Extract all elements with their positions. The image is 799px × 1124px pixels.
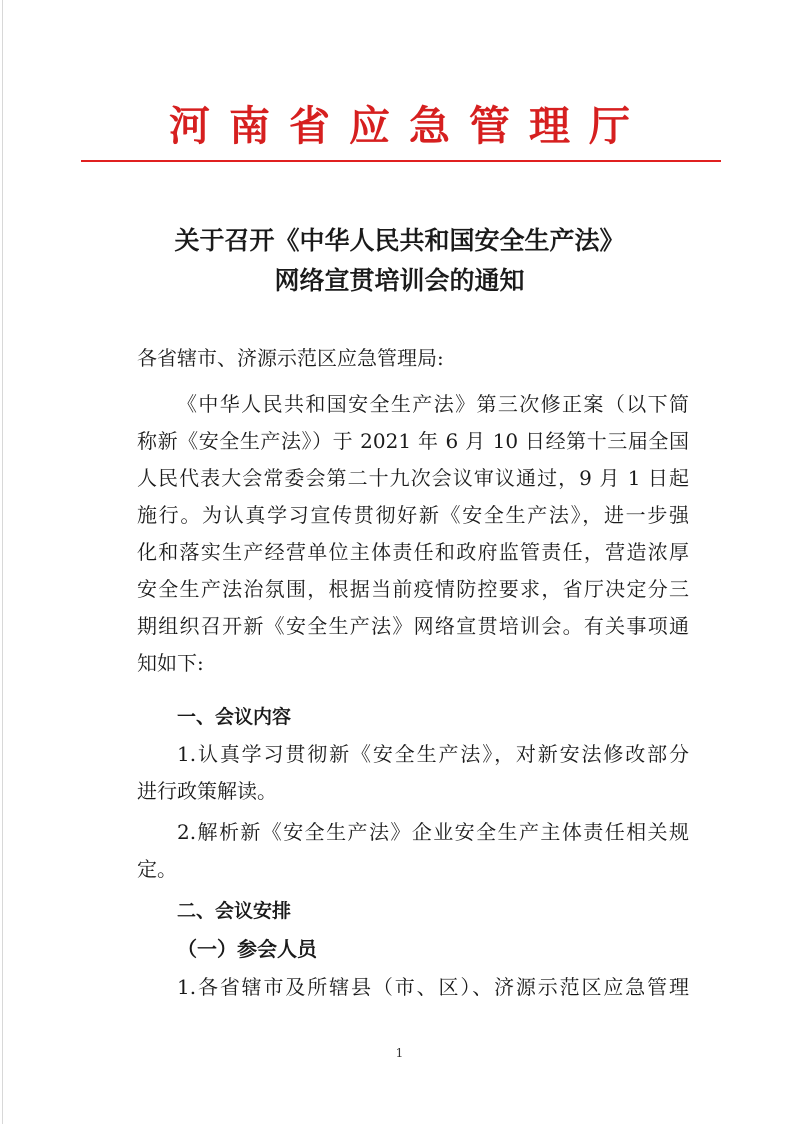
paragraph-line: 安全生产法治氛围，根据当前疫情防控要求，省厅决定分三: [137, 577, 689, 601]
addressee: 各省辖市、济源示范区应急管理局:: [137, 346, 444, 370]
subsection-heading-1: （一）参会人员: [177, 937, 317, 961]
page-number: 1: [395, 1046, 404, 1060]
paragraph-line: 人民代表大会常委会第二十九次会议审议通过，9 月 1 日起: [137, 466, 689, 490]
list-item-line: 2.解析新《安全生产法》企业安全生产主体责任相关规: [177, 820, 689, 844]
paragraph-line: 期组织召开新《安全生产法》网络宣贯培训会。有关事项通: [137, 614, 689, 638]
list-item-line: 进行政策解读。: [137, 779, 277, 803]
paragraph-line: 施行。为认真学习宣传贯彻好新《安全生产法》，进一步强: [137, 503, 689, 527]
scan-edge-line: [2, 0, 3, 1124]
list-item-line: 1.各省辖市及所辖县（市、区）、济源示范区应急管理: [177, 975, 689, 999]
paragraph-line: 称新《安全生产法》）于 2021 年 6 月 10 日经第十三届全国: [137, 429, 689, 453]
letterhead-title: 河南省应急管理厅: [169, 102, 649, 150]
section-heading-1: 一、会议内容: [177, 706, 292, 728]
paragraph-line: 化和落实生产经营单位主体责任和政府监管责任，营造浓厚: [137, 540, 689, 564]
paragraph-line: 知如下:: [137, 651, 204, 675]
letterhead-red-rule: [81, 160, 721, 162]
notice-title-line-1: 关于召开《中华人民共和国安全生产法》: [174, 226, 625, 255]
list-item-line: 定。: [137, 857, 177, 881]
notice-title-line-2: 网络宣贯培训会的通知: [274, 266, 525, 295]
list-item-line: 1.认真学习贯彻新《安全生产法》，对新安法修改部分: [177, 742, 689, 766]
section-heading-2: 二、会议安排: [177, 900, 292, 922]
paragraph-line: 《中华人民共和国安全生产法》第三次修正案（以下简: [177, 392, 689, 416]
